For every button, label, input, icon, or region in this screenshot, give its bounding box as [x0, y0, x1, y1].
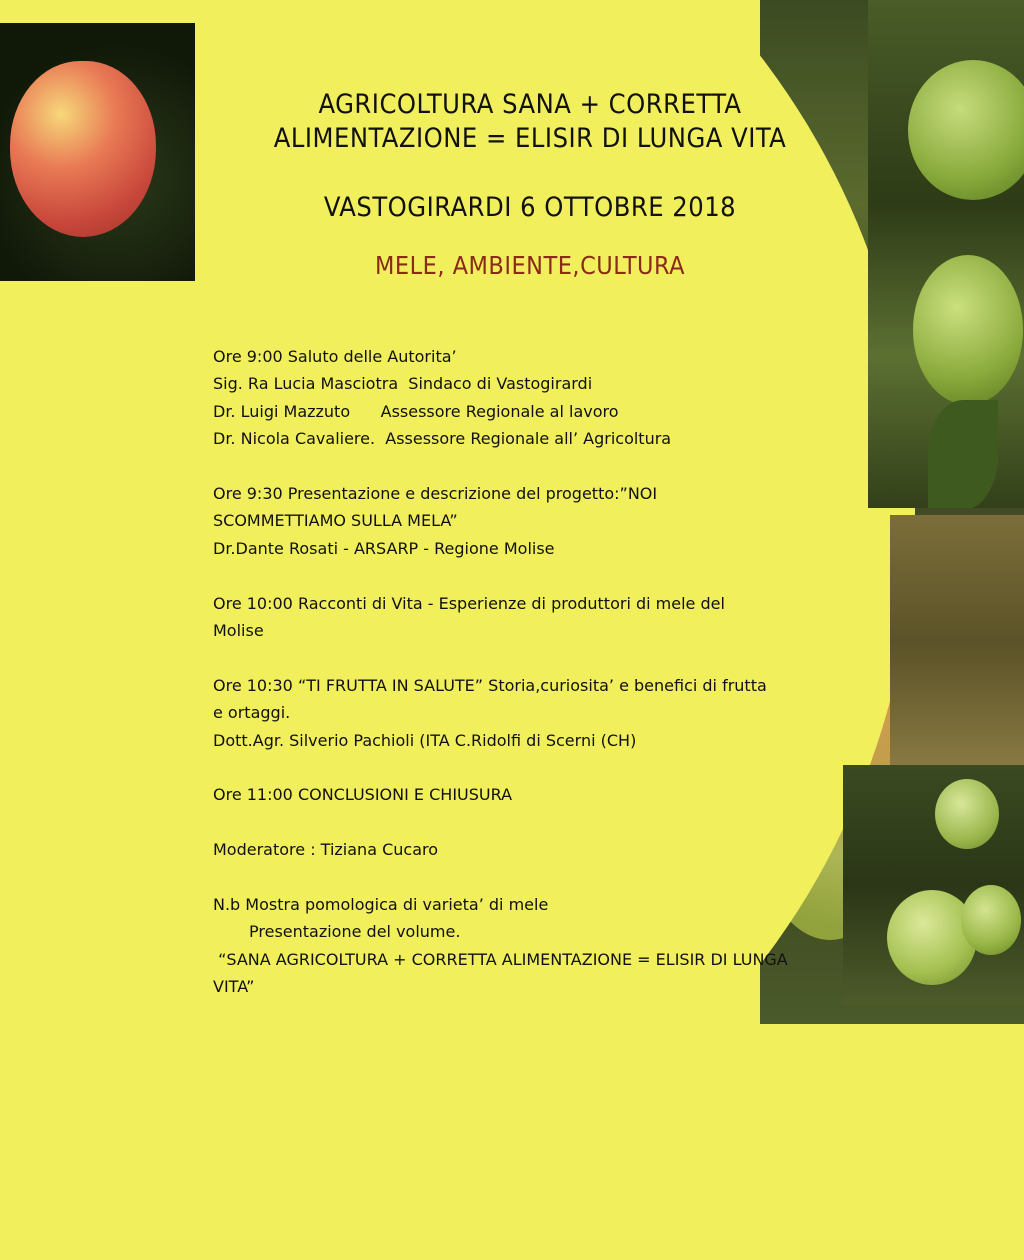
- program-line: Ore 9:30 Presentazione e descrizione del progetto:”NOI: [213, 484, 658, 504]
- spacer: [213, 644, 853, 671]
- spacer: [213, 562, 853, 589]
- green-apples-photo-bottom: [843, 765, 1024, 1005]
- program-line: Moderatore : Tiziana Cucaro: [213, 840, 439, 860]
- spacer: [213, 754, 853, 781]
- leaf: [928, 400, 998, 508]
- spacer: [213, 864, 853, 891]
- event-date: VASTOGIRARDI 6 OTTOBRE 2018: [323, 192, 737, 223]
- spacer: [213, 453, 853, 480]
- program-line: SCOMMETTIAMO SULLA MELA”: [213, 511, 458, 531]
- program-line: Ore 10:30 “TI FRUTTA IN SALUTE” Storia,curiosita’ e benefici di frutta: [213, 675, 767, 695]
- title-line-2: ALIMENTAZIONE = ELISIR DI LUNGA VITA: [273, 123, 787, 154]
- program-line: N.b Mostra pomologica di varieta’ di mele: [213, 895, 549, 915]
- program-line: Dr.Dante Rosati - ARSARP - Regione Molise: [213, 538, 555, 558]
- red-apple: [10, 61, 156, 237]
- event-subtitle: MELE, AMBIENTE,CULTURA: [374, 251, 686, 280]
- event-title: [200, 88, 860, 156]
- spacer: [213, 809, 853, 836]
- program-line: Ore 10:00 Racconti di Vita - Esperienze di produttori di mele del: [213, 593, 725, 613]
- program-line: Ore 9:00 Saluto delle Autorita’: [213, 347, 457, 366]
- green-apples-photo-top: [868, 0, 1024, 508]
- program-line: Dott.Agr. Silverio Pachioli (ITA C.Ridolfi di Scerni (CH): [213, 730, 637, 750]
- program-line: Dr. Luigi Mazzuto Assessore Regionale al lavoro: [213, 401, 619, 421]
- program-line: e ortaggi.: [213, 703, 291, 723]
- green-apple: [913, 255, 1023, 405]
- branch-photo: [890, 515, 1024, 770]
- program-line: Molise: [213, 621, 264, 641]
- program-line: Dr. Nicola Cavaliere. Assessore Regionale all’ Agricoltura: [213, 429, 672, 449]
- red-apple-photo: [0, 23, 195, 281]
- program-line: Ore 11:00 CONCLUSIONI E CHIUSURA: [213, 785, 513, 805]
- event-program: [213, 343, 853, 1001]
- green-apple: [961, 885, 1021, 955]
- program-line: “SANA AGRICOLTURA + CORRETTA ALIMENTAZIONE = ELISIR DI LUNGA: [213, 949, 788, 969]
- green-apple: [935, 779, 999, 849]
- program-line: Presentazione del volume.: [249, 922, 461, 942]
- event-header: [200, 88, 860, 280]
- program-line: Sig. Ra Lucia Masciotra Sindaco di Vastogirardi: [213, 374, 593, 394]
- program-line: VITA”: [213, 977, 255, 997]
- title-line-1: AGRICOLTURA SANA + CORRETTA: [318, 89, 742, 120]
- green-apple: [908, 60, 1024, 200]
